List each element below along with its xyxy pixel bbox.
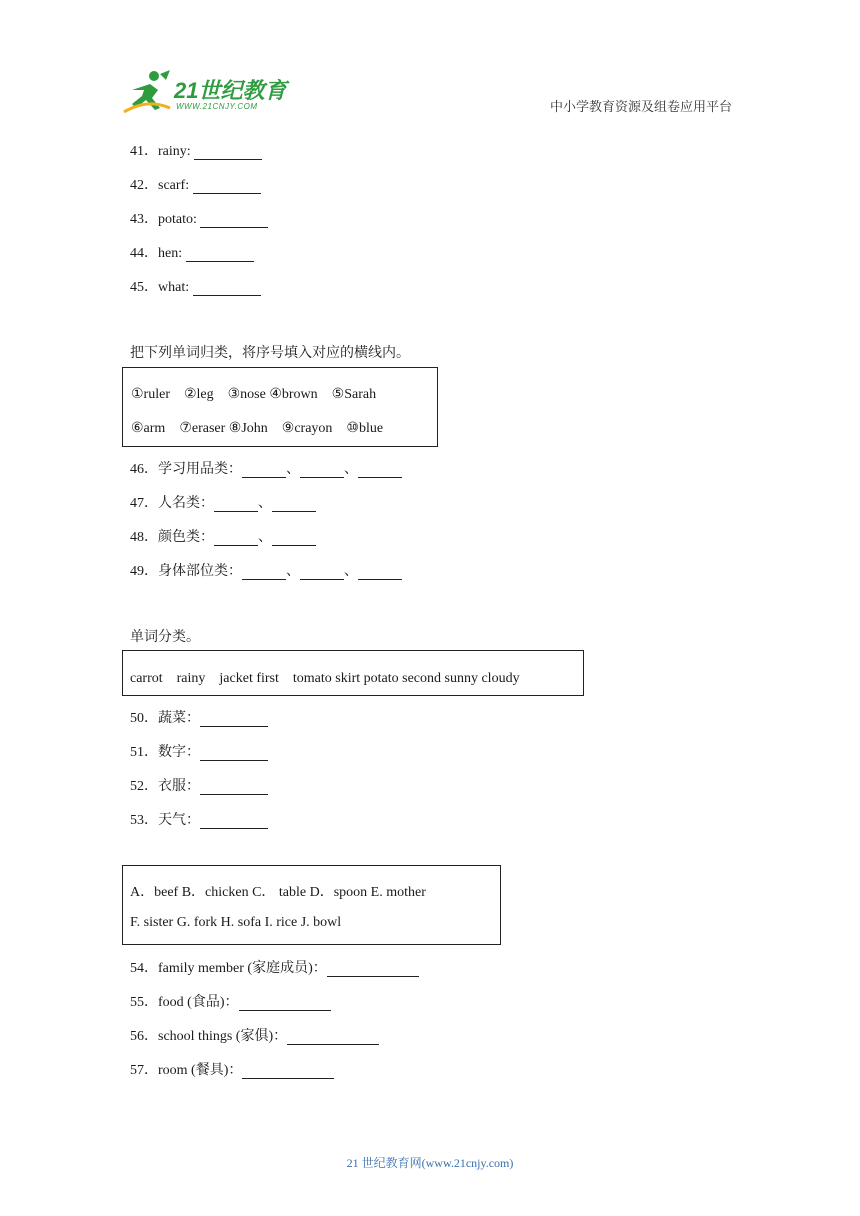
answer-blank[interactable] [242, 565, 286, 580]
answer-blank[interactable] [193, 281, 261, 296]
answer-blank[interactable] [200, 780, 268, 795]
answer-blank[interactable] [186, 247, 254, 262]
section3-instruction: 单词分类。 [130, 630, 200, 645]
question-46: 46．学习用品类： 、 、 [130, 458, 402, 478]
answer-blank[interactable] [272, 531, 316, 546]
question-54: 54．family member (家庭成员)： [130, 957, 419, 977]
answer-blank[interactable] [200, 213, 268, 228]
answer-blank[interactable] [239, 996, 331, 1011]
word-box-line: ①ruler ②leg ③nose ④brown ⑤Sarah [131, 387, 377, 402]
question-52: 52．衣服： [130, 775, 268, 795]
answer-blank[interactable] [242, 463, 286, 478]
answer-blank[interactable] [194, 145, 262, 160]
word-box-4 [122, 865, 501, 945]
question-53: 53．天气： [130, 809, 268, 829]
word-box-3 [122, 650, 584, 696]
answer-blank[interactable] [200, 712, 268, 727]
runner-icon [122, 68, 172, 116]
question-41: 41．rainy: [130, 140, 262, 160]
question-42: 42．scarf: [130, 174, 261, 194]
question-48: 48．颜色类： 、 [130, 526, 316, 546]
answer-blank[interactable] [200, 746, 268, 761]
logo [122, 68, 292, 116]
header-platform-text: 中小学教育资源及组卷应用平台 [550, 99, 733, 114]
question-47: 47．人名类： 、 [130, 492, 316, 512]
answer-blank[interactable] [214, 497, 258, 512]
word-box-line: F. sister G. fork H. sofa I. rice J. bowl [130, 915, 342, 930]
answer-blank[interactable] [200, 814, 268, 829]
answer-blank[interactable] [287, 1030, 379, 1045]
question-45: 45．what: [130, 276, 261, 296]
question-44: 44．hen: [130, 242, 254, 262]
word-box-line: carrot rainy jacket first tomato skirt potato second sunny cloudy [130, 671, 520, 686]
answer-blank[interactable] [193, 179, 261, 194]
answer-blank[interactable] [242, 1064, 334, 1079]
answer-blank[interactable] [358, 565, 402, 580]
word-box-2 [122, 367, 438, 447]
question-50: 50．蔬菜： [130, 707, 268, 727]
answer-blank[interactable] [300, 565, 344, 580]
logo-url: WWW.21CNJY.COM [176, 102, 258, 111]
footer-text: 21 世纪教育网(www.21cnjy.com) [346, 1156, 514, 1170]
question-56: 56．school things (家俱)： [130, 1025, 379, 1045]
answer-blank[interactable] [327, 962, 419, 977]
answer-blank[interactable] [300, 463, 344, 478]
word-box-line: A．beef B．chicken C． table D．spoon E. mother [130, 885, 426, 900]
question-43: 43．potato: [130, 208, 268, 228]
word-box-line: ⑥arm ⑦eraser ⑧John ⑨crayon ⑩blue [131, 421, 384, 436]
section2-instruction: 把下列单词归类，将序号填入对应的横线内。 [130, 346, 410, 361]
question-51: 51．数字： [130, 741, 268, 761]
answer-blank[interactable] [214, 531, 258, 546]
question-57: 57．room (餐具)： [130, 1059, 334, 1079]
question-49: 49．身体部位类： 、 、 [130, 560, 402, 580]
question-55: 55．food (食品)： [130, 991, 331, 1011]
answer-blank[interactable] [358, 463, 402, 478]
answer-blank[interactable] [272, 497, 316, 512]
logo-text: 21世纪教育 [174, 78, 287, 103]
